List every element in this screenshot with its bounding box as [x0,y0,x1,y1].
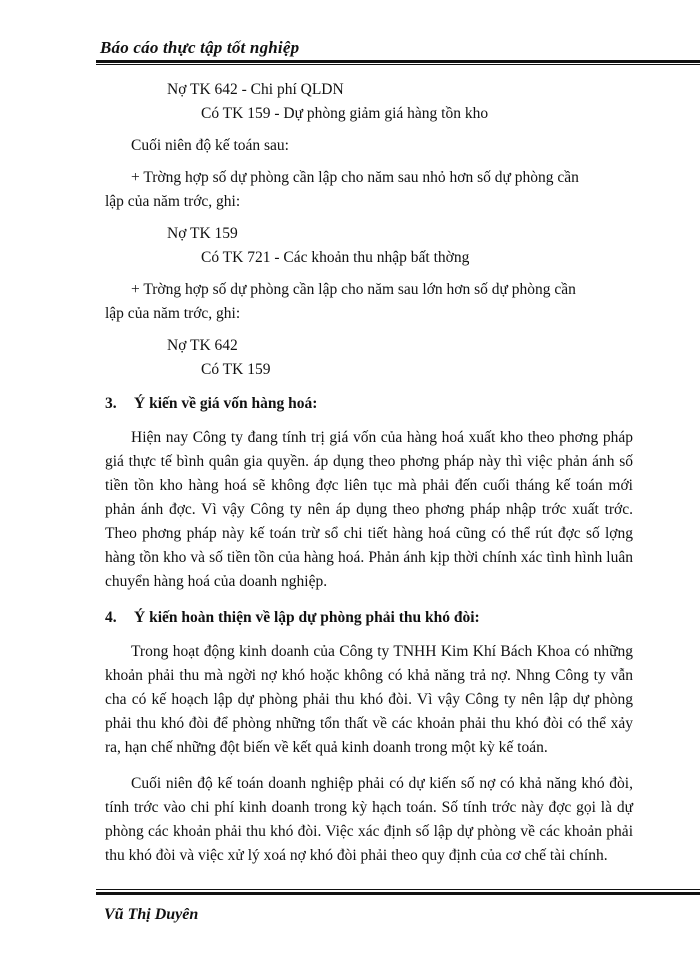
section3-paragraph: Hiện nay Công ty đang tính trị giá vốn của hàng hoá xuất kho theo phơng pháp giá thực tế bình quân gia quyền. áp dụng theo phơng pháp này thì việc phản ánh số tiền tồn kho hàng hoá sẽ không đợc liên tục mà phải đến cuối tháng kế toán mới phản ánh đợc. Vì vậy Công ty nên áp dụng theo phơng pháp nhập trớc xuất trớc. Theo phơng pháp này kế toán trừ sổ chi tiết hàng hoá cũng có thể rút đợc số lợng hàng tồn kho và số tiền tồn của hàng hoá. Phản ánh kịp thời chính xác tình hình luân chuyển hàng hoá của doanh nghiệp. [105,429,633,590]
case1-line2: lập của năm trớc, ghi: [105,193,241,210]
footer-rule-thick [96,892,700,895]
entry1-credit: Có TK 159 - Dự phòng giảm giá hàng tồn kho [201,105,489,122]
section4-paragraph-2: Cuối niên độ kế toán doanh nghiệp phải có dự kiến số nợ có khả năng khó đòi, tính trớc vào chi phí kinh doanh trong kỳ hạch toán. Số tính trớc này đợc gọi là dự phòng các khoản phải thu khó đòi. Việc xác định số lập dự phòng về các khoản phải thu khó đòi và việc xử lý xoá nợ khó đòi phải theo quy định của cơ chế tài chính. [105,775,633,864]
case2-credit: Có TK 159 [201,361,271,378]
case2-line1: + Trờng hợp số dự phòng cần lập cho năm sau lớn hơn số dự phòng cần [131,281,576,298]
section3-heading [105,392,633,416]
section3-title: Ý kiến về giá vốn hàng hoá: [134,395,318,412]
section4-title: Ý kiến hoàn thiện về lập dự phòng phải thu khó đòi: [134,609,480,626]
case2-line2: lập của năm trớc, ghi: [105,305,241,322]
header-rule-thin [96,64,700,65]
document-body [105,78,633,868]
case1-debit: Nợ TK 159 [167,225,238,242]
entry1-debit: Nợ TK 642 - Chi phí QLDN [167,81,344,98]
footer-rule-thin [96,889,700,890]
case1-credit: Có TK 721 - Các khoản thu nhập bất thờng [201,249,470,266]
section4-number: 4. [105,609,117,626]
header-title: Báo cáo thực tập tốt nghiệp [100,38,300,57]
section3-number: 3. [105,395,117,412]
footer-author: Vũ Thị Duyên [104,906,199,923]
case1-line1: + Trờng hợp số dự phòng cần lập cho năm sau nhỏ hơn số dự phòng cần [131,169,579,186]
section4-heading [105,606,633,630]
header-rule-thick [96,60,700,63]
next-period-label: Cuối niên độ kế toán sau: [131,137,289,154]
case2-debit: Nợ TK 642 [167,337,238,354]
section4-paragraph-1: Trong hoạt động kinh doanh của Công ty TNHH Kim Khí Bách Khoa có những khoản phải thu mà ngời nợ khó hoặc không có khả năng trả nợ. Nhng Công ty vẫn cha có kế hoạch lập dự phòng phải thu khó đòi. Vì vậy Công ty nên lập dự phòng phải thu khó đòi để phòng những tổn thất về các khoản phải thu khó đòi có thể xảy ra, hạn chế những đột biến về kết quả kinh doanh trong một kỳ kế toán. [105,643,633,756]
